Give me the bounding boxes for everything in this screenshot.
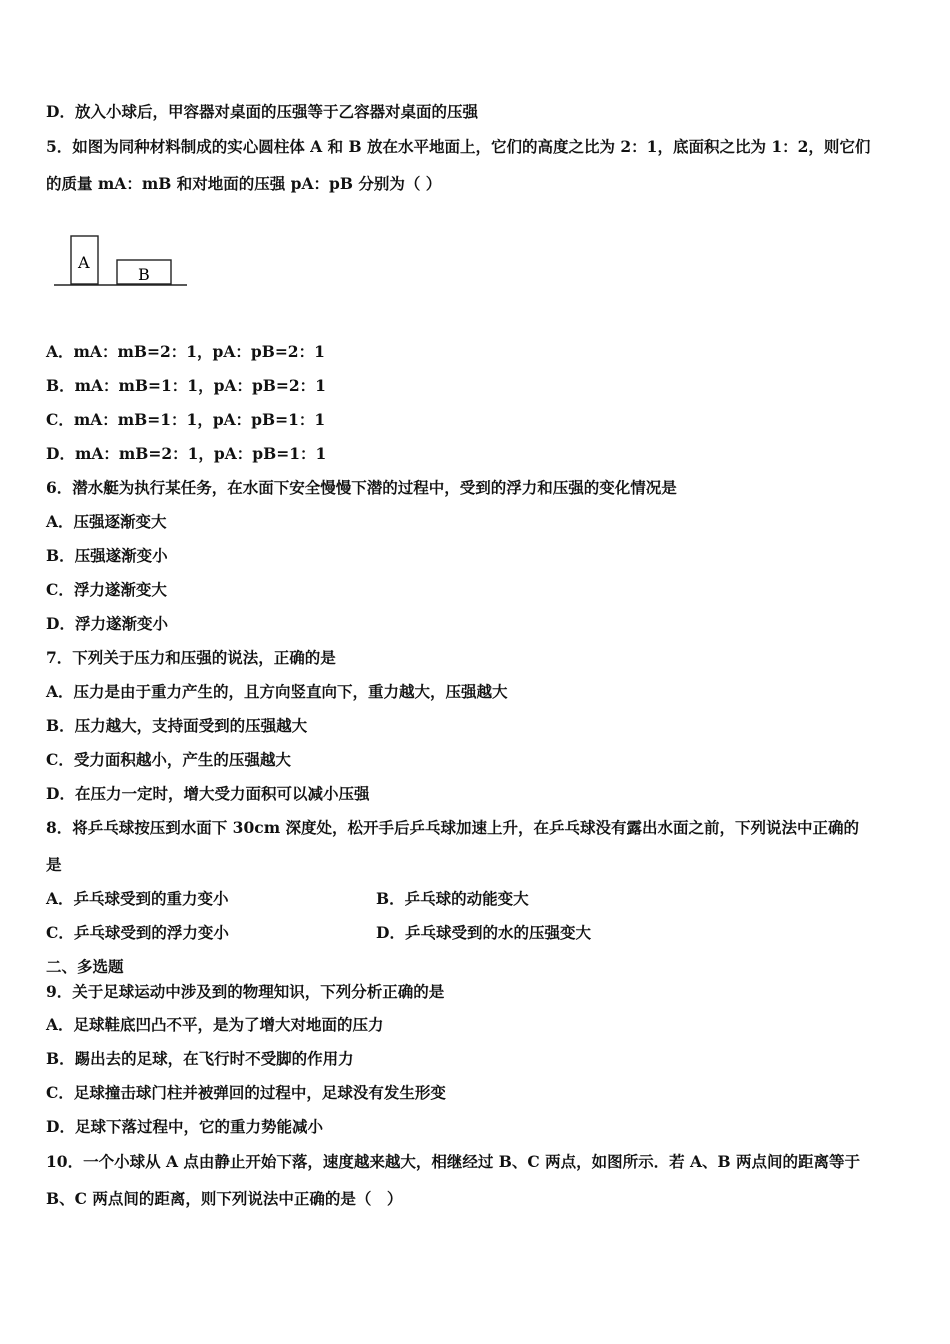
label-b: B <box>138 265 150 284</box>
q6-option-a: A．压强逐渐变大 <box>46 512 167 531</box>
q10-stem-line2: B、C 两点间的距离，则下列说法中正确的是（ ） <box>46 1189 403 1208</box>
q5-option-d: D．mA：mB=2：1，pA：pB=1：1 <box>46 444 327 463</box>
q4-option-d: D．放入小球后，甲容器对桌面的压强等于乙容器对桌面的压强 <box>46 102 478 121</box>
q5-stem-line1: 5．如图为同种材料制成的实心圆柱体 A 和 B 放在水平地面上，它们的高度之比为 2：1，底面积之比为 1：2，则它们 <box>46 137 871 156</box>
q7-option-b: B．压力越大，支持面受到的压强越大 <box>46 716 308 735</box>
q8-option-d: D．乒乓球受到的水的压强变大 <box>376 923 591 942</box>
q8-option-a: A．乒乓球受到的重力变小 <box>46 889 229 908</box>
q9-option-a: A．足球鞋底凹凸不平，是为了增大对地面的压力 <box>46 1015 384 1034</box>
q6-option-c: C．浮力遂渐变大 <box>46 580 167 599</box>
q5-stem-line2: 的质量 mA：mB 和对地面的压强 pA：pB 分别为（ ） <box>46 174 442 193</box>
q5-option-c: C．mA：mB=1：1，pA：pB=1：1 <box>46 410 326 429</box>
q8-stem-line1: 8．将乒乓球按压到水面下 30cm 深度处，松开手后乒乓球加速上升，在乒乓球没有露出水面之前，下列说法中正确的 <box>46 818 859 837</box>
q8-stem-line2: 是 <box>46 855 62 874</box>
section-multi-choice: 二、多选题 <box>46 957 124 976</box>
q10-stem-line1: 10．一个小球从 A 点由静止开始下落，速度越来越大，相继经过 B、C 两点，如图所示．若 A、B 两点间的距离等于 <box>46 1152 861 1171</box>
q7-option-c: C．受力面积越小，产生的压强越大 <box>46 750 291 769</box>
q9-stem: 9．关于足球运动中涉及到的物理知识，下列分析正确的是 <box>46 982 445 1001</box>
q7-option-d: D．在压力一定时，增大受力面积可以减小压强 <box>46 784 370 803</box>
q6-stem: 6．潜水艇为执行某任务，在水面下安全慢慢下潜的过程中，受到的浮力和压强的变化情况是 <box>46 478 677 497</box>
q6-option-d: D．浮力遂渐变小 <box>46 614 168 633</box>
q5-option-b: B．mA：mB=1：1，pA：pB=2：1 <box>46 376 326 395</box>
q9-option-c: C．足球撞击球门柱并被弹回的过程中，足球没有发生形变 <box>46 1083 446 1102</box>
q7-stem: 7．下列关于压力和压强的说法，正确的是 <box>46 648 336 667</box>
q8-option-c: C．乒乓球受到的浮力变小 <box>46 923 229 942</box>
q8-option-b: B．乒乓球的动能变大 <box>376 889 529 908</box>
label-a: A <box>78 253 90 272</box>
cylinders-figure <box>54 228 190 292</box>
q6-option-b: B．压强遂渐变小 <box>46 546 168 565</box>
q7-option-a: A．压力是由于重力产生的，且方向竖直向下，重力越大，压强越大 <box>46 682 508 701</box>
q9-option-b: B．踢出去的足球，在飞行时不受脚的作用力 <box>46 1049 354 1068</box>
q9-option-d: D．足球下落过程中，它的重力势能减小 <box>46 1117 323 1136</box>
q5-option-a: A．mA：mB=2：1，pA：pB=2：1 <box>46 342 325 361</box>
